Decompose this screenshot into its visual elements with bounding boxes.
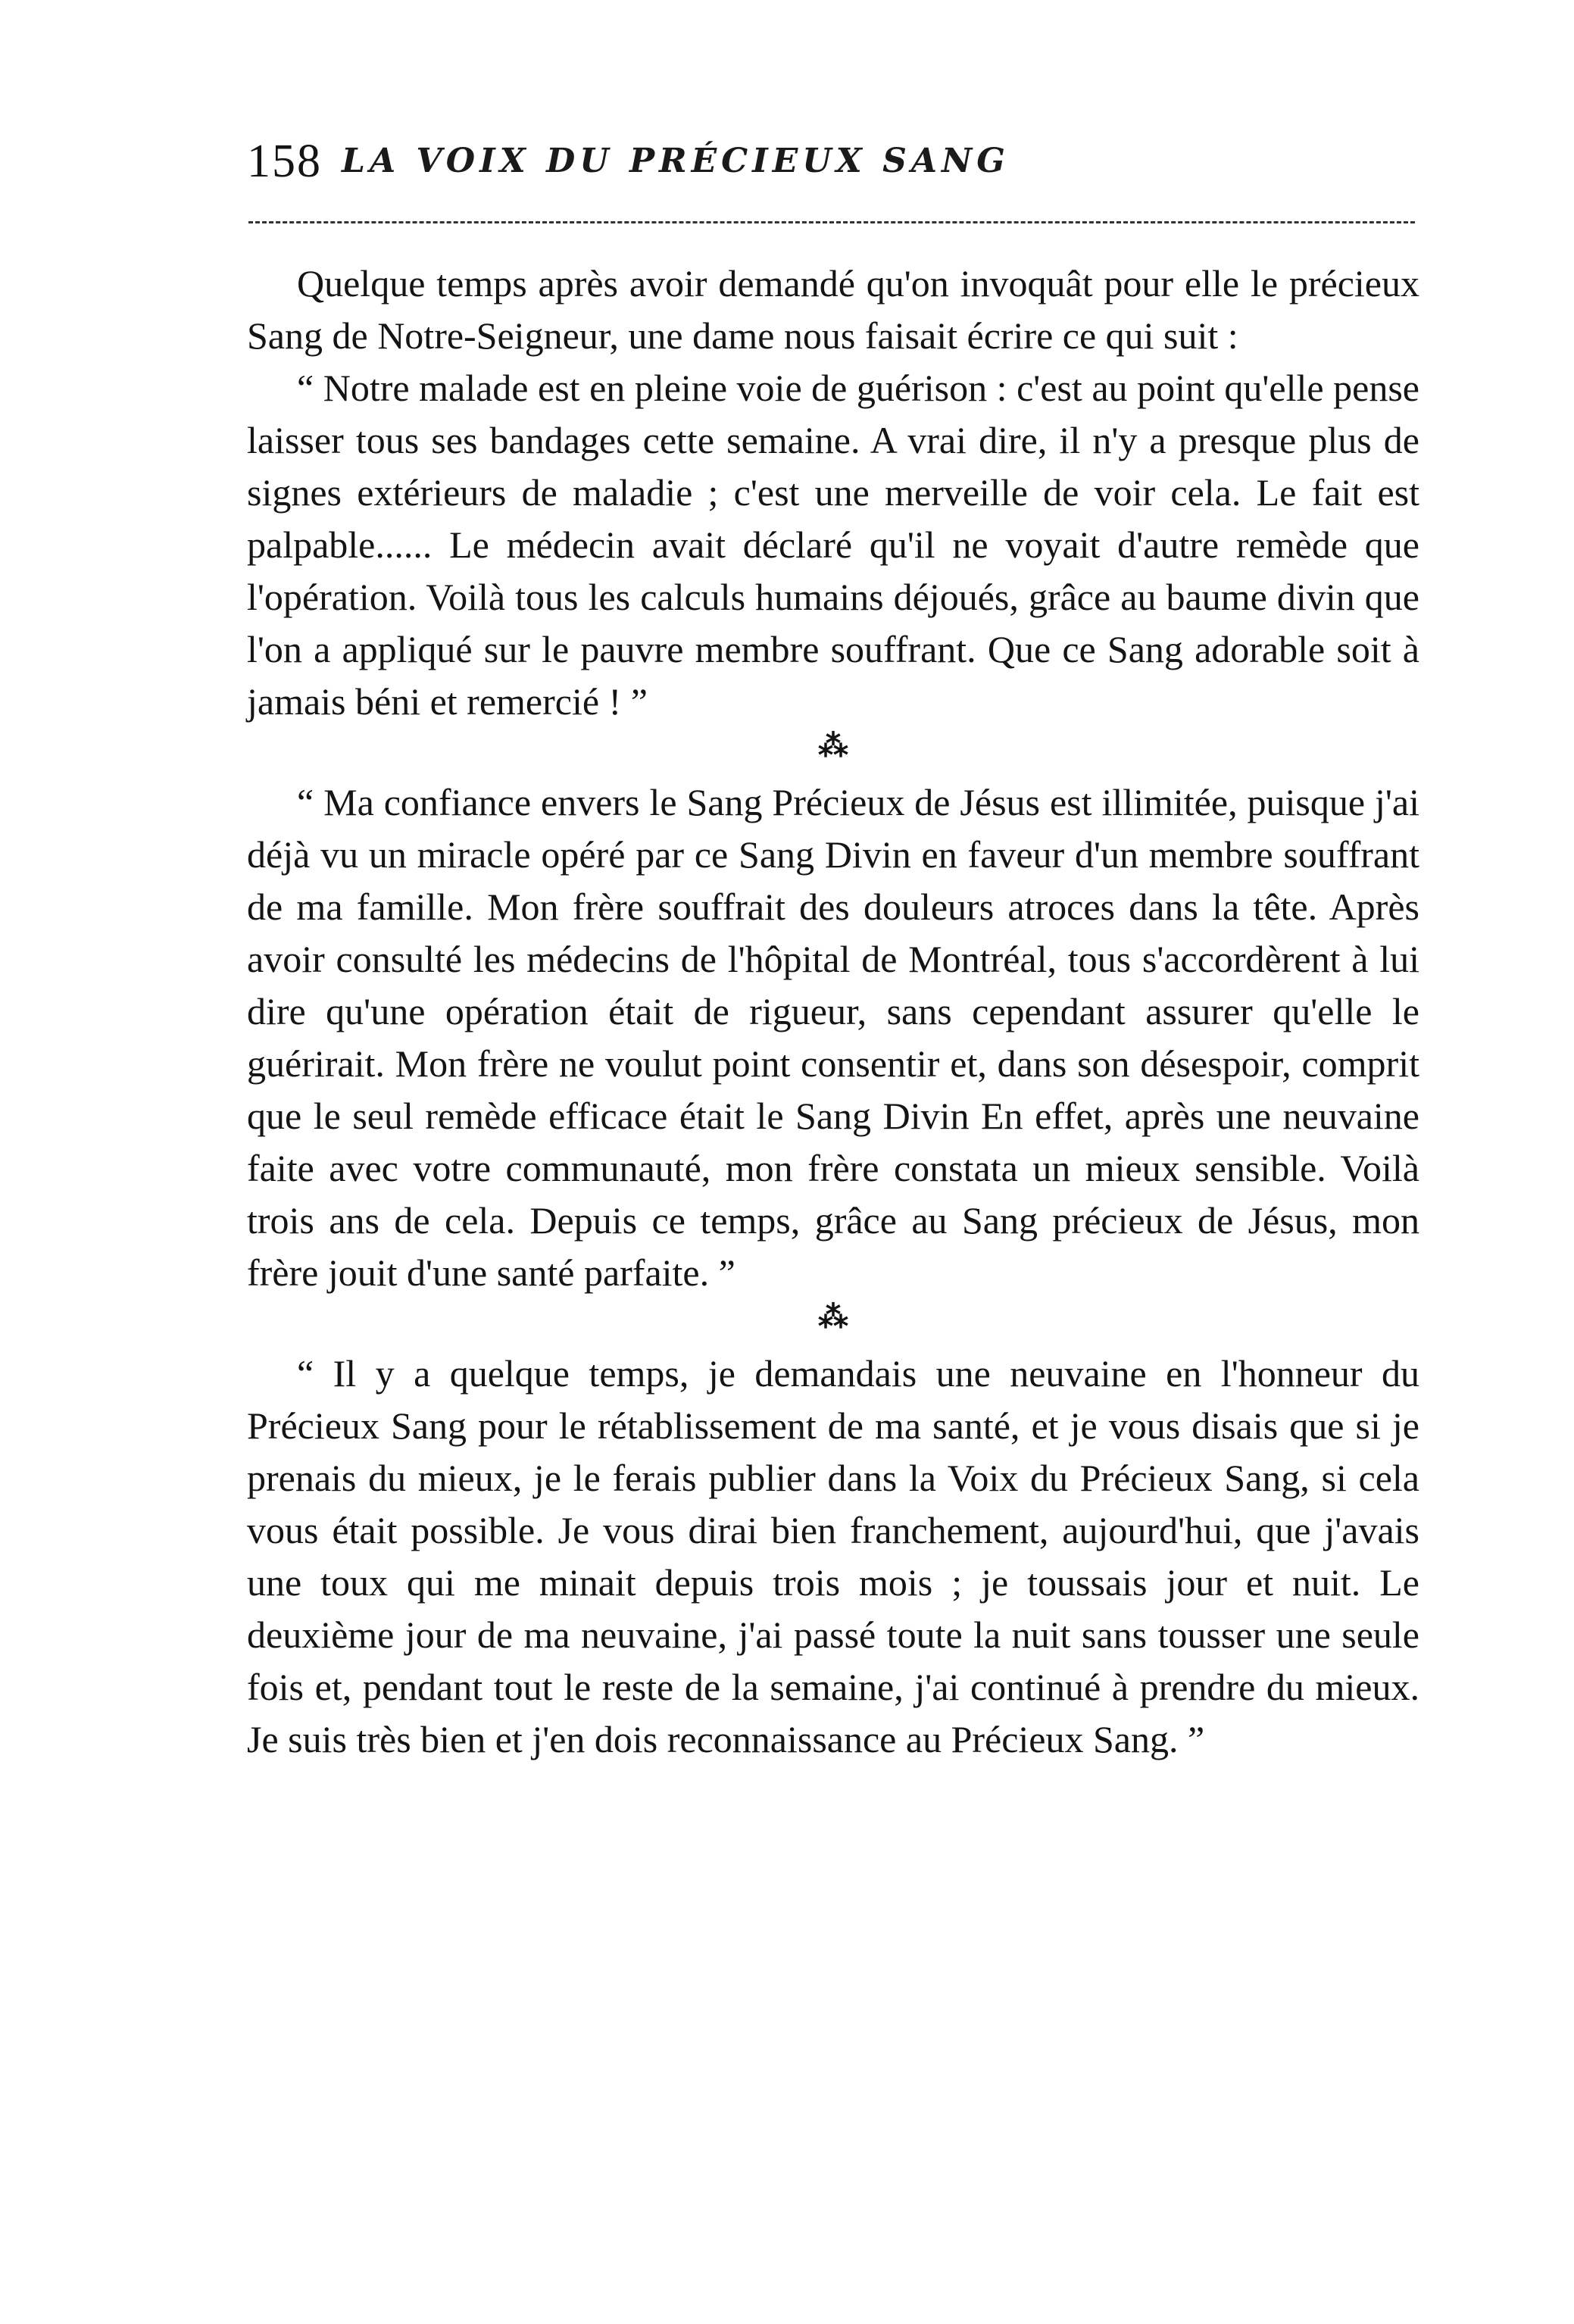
running-head: LA VOIX DU PRÉCIEUX SANG <box>342 142 1010 180</box>
body-text <box>247 258 1419 1766</box>
asterism-glyph: ⁂ <box>818 1300 848 1334</box>
paragraph-testimony-3: “ Il y a quelque temps, je demandais une neuvaine en l'honneur du Précieux Sang pour le rétablissement de ma santé, et je vous disais que si je prenais du mieux, je le ferais publier dans la Voix du Précieux Sang, si cela vous était possible. Je vous dirai bien franchement, aujourd'hui, que j'avais une toux qui me minait depuis trois mois ; je toussais jour et nuit. Le deuxième jour de ma neuvaine, j'ai passé toute la nuit sans tousser une seule fois et, pendant tout le reste de la semaine, j'ai continué à prendre du mieux. Je suis très bien et j'en dois reconnaissance au Précieux Sang. ” <box>247 1352 1419 1760</box>
asterism-divider <box>247 1299 1419 1348</box>
asterism-glyph: ⁂ <box>818 729 848 763</box>
header-rule <box>248 221 1415 223</box>
paragraph-testimony-2: “ Ma confiance envers le Sang Précieux de Jésus est illimitée, puisque j'ai déjà vu un miracle opéré par ce Sang Divin en faveur d'un membre souffrant de ma famille. Mon frère souffrait des douleurs atroces dans la tête. Après avoir consulté les médecins de l'hôpital de Montréal, tous s'accordèrent à lui dire qu'une opération était de rigueur, sans cependant assurer qu'elle le guérirait. Mon frère ne voulut point consentir et, dans son désespoir, comprit que le seul remède efficace était le Sang Divin En effet, après une neuvaine faite avec votre communauté, mon frère constata un mieux sensible. Voilà trois ans de cela. Depuis ce temps, grâce au Sang précieux de Jésus, mon frère jouit d'une santé parfaite. ” <box>247 781 1419 1294</box>
asterism-divider <box>247 728 1419 776</box>
paragraph-intro: Quelque temps après avoir demandé qu'on invoquât pour elle le précieux Sang de Notre-Seigneur, une dame nous faisait écrire ce qui suit : <box>247 262 1419 357</box>
page-header <box>247 127 1429 195</box>
paragraph-testimony-1: “ Notre malade est en pleine voie de guérison : c'est au point qu'elle pense laisser tous ses bandages cette semaine. A vrai dire, il n'y a presque plus de signes extérieurs de maladie ; c'est une merveille de voir cela. Le fait est palpable...... Le médecin avait déclaré qu'il ne voyait d'autre remède que l'opération. Voilà tous les calculs humains déjoués, grâce au baume divin que l'on a appliqué sur le pauvre membre souffrant. Que ce Sang adorable soit à jamais béni et remercié ! ” <box>247 367 1419 723</box>
page-number: 158 <box>247 136 322 187</box>
